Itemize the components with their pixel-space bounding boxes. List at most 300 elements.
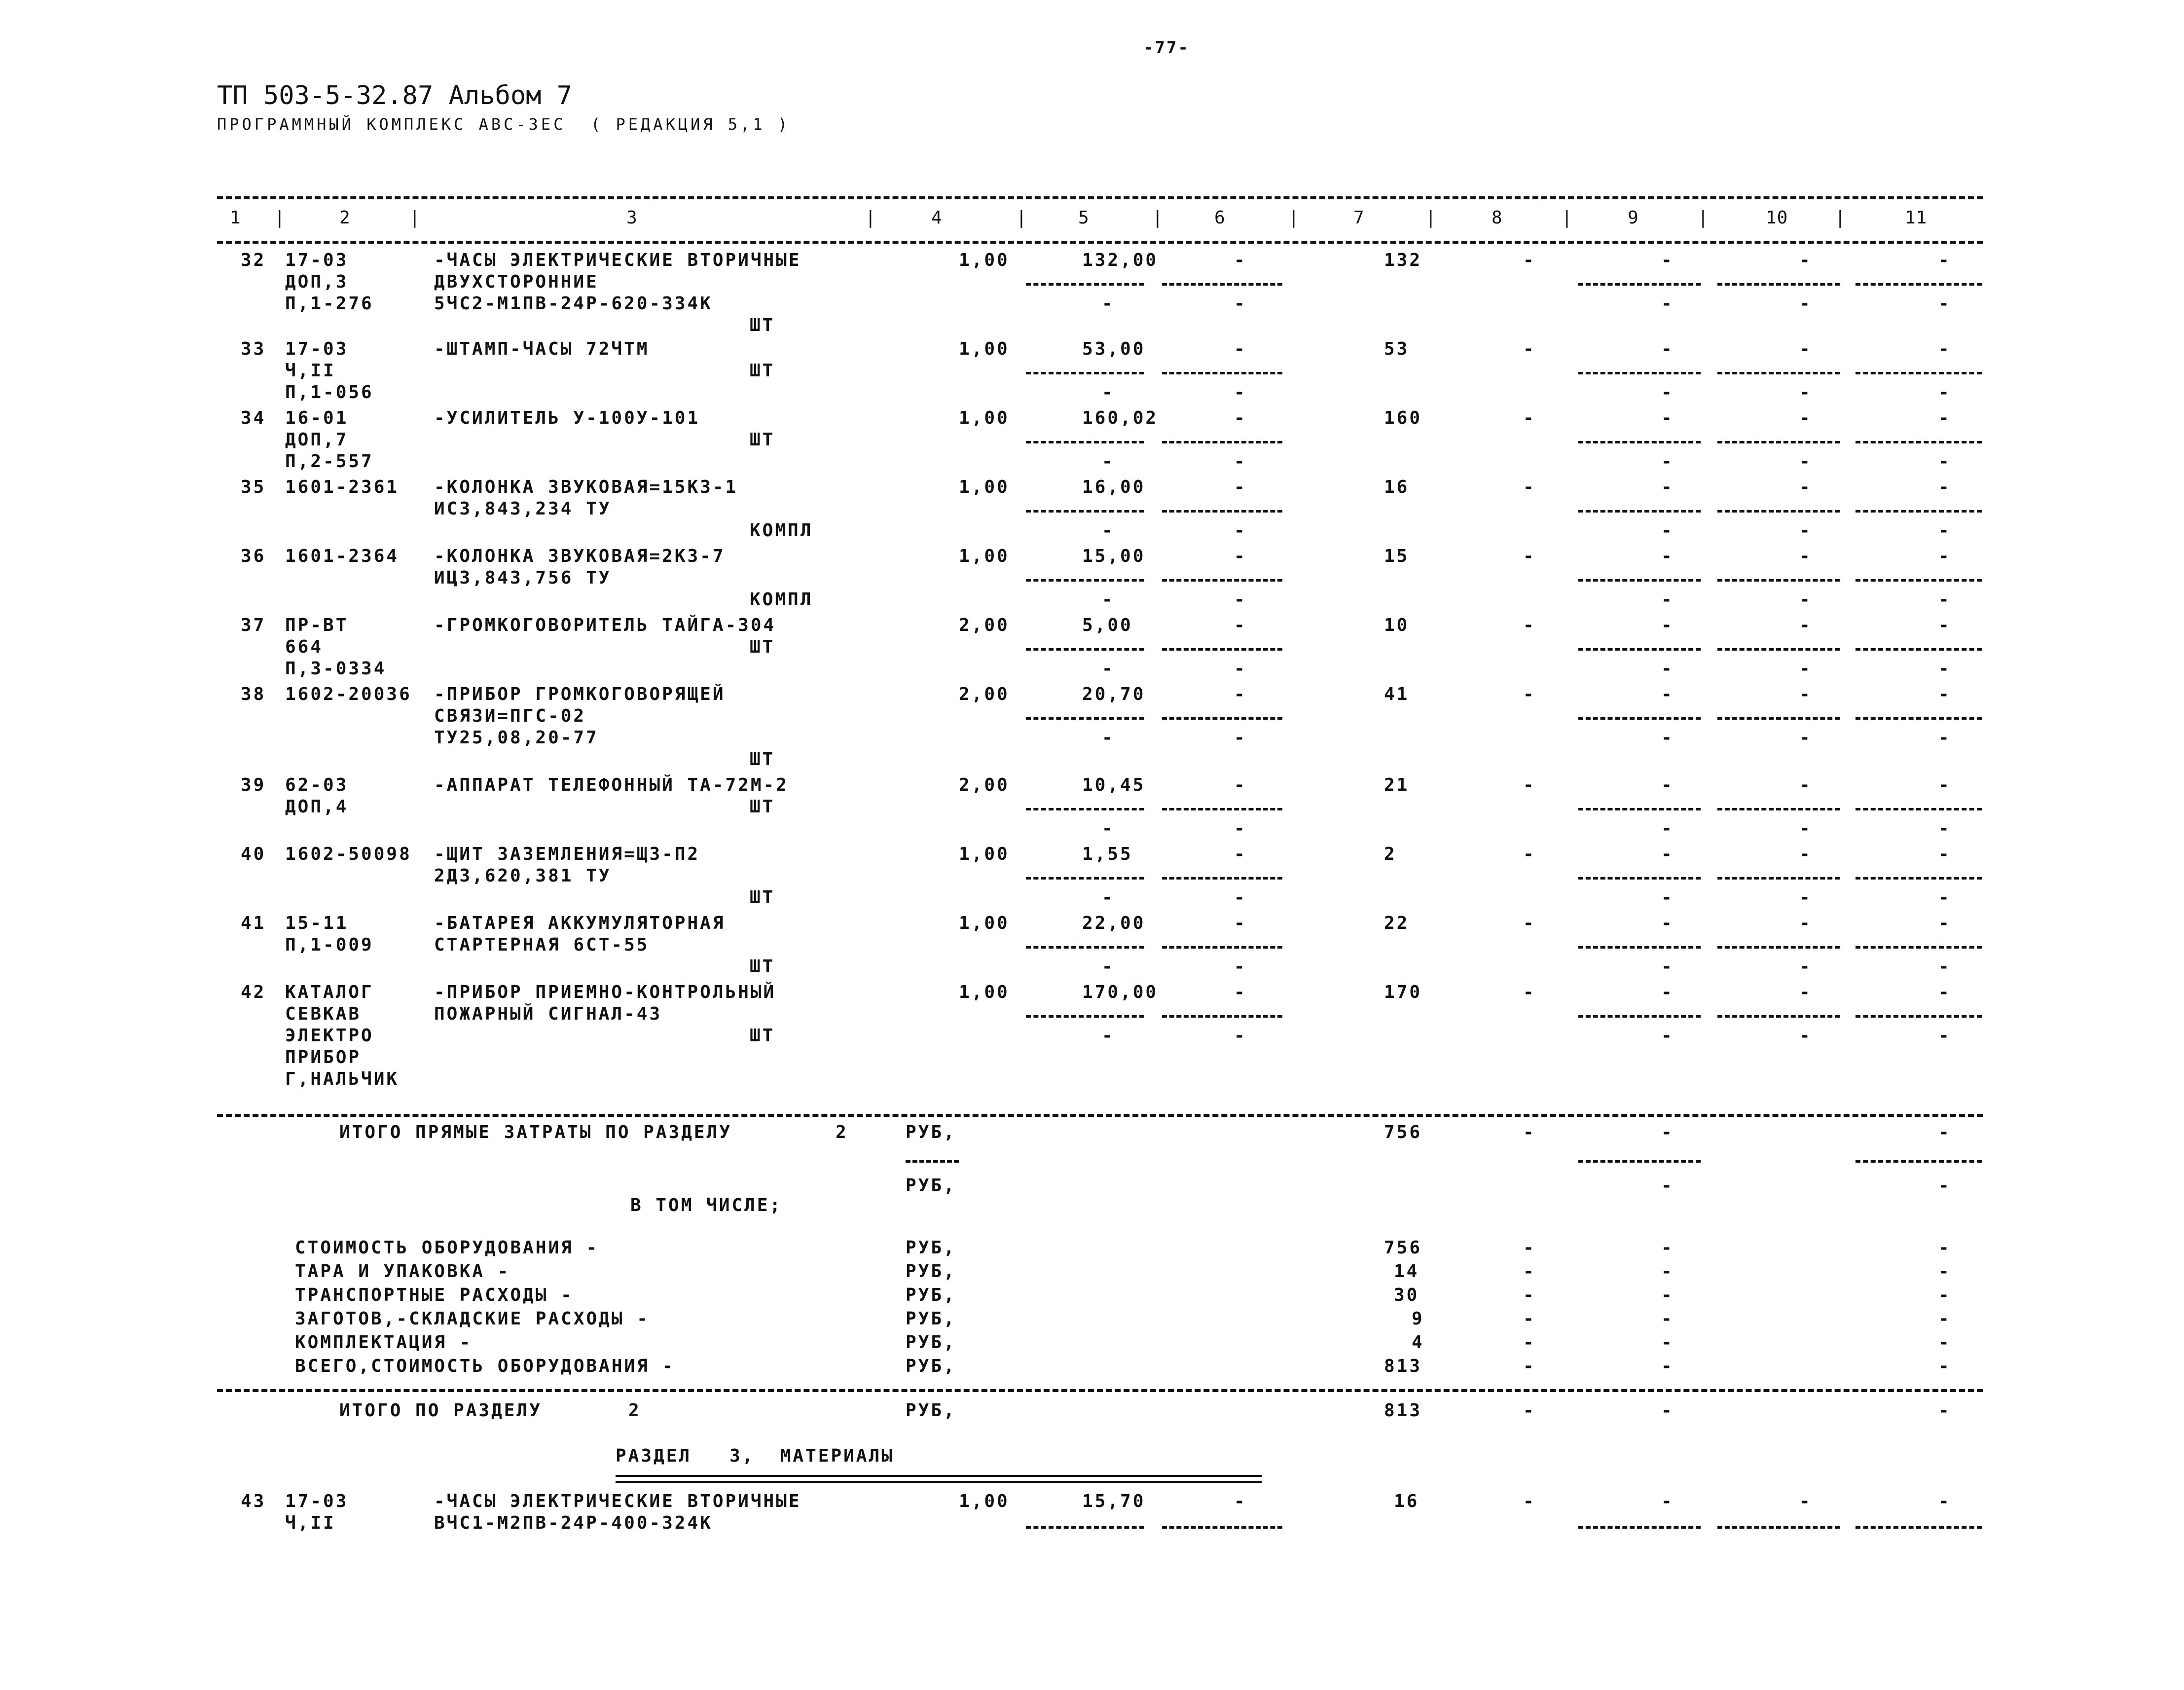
breakdown-c9: -	[1661, 1238, 1674, 1258]
totals-direct-value: 756	[1384, 1122, 1422, 1142]
row-c8: -	[1523, 615, 1536, 635]
row-qty: 1,00	[959, 982, 1010, 1002]
col-header-5: 5	[1078, 208, 1090, 228]
totals-rub-2: РУБ,	[906, 1176, 956, 1196]
row-sub-rule	[1856, 808, 1982, 810]
row-sub-rule	[1026, 717, 1144, 720]
row-c8: -	[1523, 844, 1536, 864]
row-name: ИСЗ,843,234 ТУ	[434, 499, 612, 519]
row-sub-rule	[1578, 808, 1701, 810]
row-sub-dash: -	[1234, 589, 1247, 610]
row-c10: -	[1799, 477, 1812, 497]
row-sub-dash: -	[1938, 1026, 1951, 1046]
row-sub-dash: -	[1234, 451, 1247, 472]
row-c8: -	[1523, 982, 1536, 1002]
col-header-10: 10	[1766, 208, 1788, 228]
row-price: 15,00	[1082, 546, 1146, 566]
breakdown-c8: -	[1523, 1356, 1536, 1376]
row-sub-rule	[1856, 1015, 1982, 1018]
breakdown-rub: РУБ,	[906, 1332, 956, 1353]
row-sub-dash: -	[1799, 520, 1812, 541]
row-sub-dash: -	[1234, 1026, 1247, 1046]
row-sub-dash: -	[1234, 382, 1247, 403]
col-header-4: 4	[931, 208, 943, 228]
row-sub-rule	[1162, 510, 1282, 513]
row-code: 62-03	[285, 775, 349, 795]
breakdown-c8: -	[1523, 1309, 1536, 1329]
row-sub-dash: -	[1661, 659, 1674, 679]
breakdown-value: 30	[1394, 1285, 1420, 1305]
col-header-6: 6	[1214, 208, 1226, 228]
totals-direct-c9: -	[1661, 1122, 1674, 1142]
row-sub-rule	[1162, 946, 1282, 949]
row-sub-rule	[1026, 510, 1144, 513]
totals-direct-rub: РУБ,	[906, 1122, 956, 1142]
row-c10: -	[1799, 844, 1812, 864]
row-sub-rule	[1026, 441, 1144, 443]
row-code: 17-03	[285, 250, 349, 270]
row-unit: ШТ	[750, 1026, 775, 1046]
row-c6: -	[1234, 844, 1247, 864]
row-sub-dash: -	[1102, 520, 1115, 541]
header-rule-top	[217, 196, 1983, 199]
section-total-c11: -	[1938, 1400, 1951, 1421]
row-sub-dash: -	[1102, 589, 1115, 610]
row-qty: 2,00	[959, 775, 1010, 795]
breakdown-rub: РУБ,	[906, 1285, 956, 1305]
row-sub-rule	[1717, 1015, 1840, 1018]
breakdown-c9: -	[1661, 1332, 1674, 1353]
row-sub-rule	[1162, 648, 1282, 651]
row-c7: 41	[1384, 684, 1410, 704]
row-c11: -	[1938, 684, 1951, 704]
row-c7: 160	[1384, 408, 1422, 428]
row-sub-rule	[1578, 717, 1701, 720]
section-total-c9: -	[1661, 1400, 1674, 1421]
row-unit: ШТ	[750, 361, 775, 381]
row-code: КАТАЛОГ	[285, 982, 374, 1002]
breakdown-rub: РУБ,	[906, 1238, 956, 1258]
row-code: 664	[285, 637, 324, 657]
row-number: 37	[241, 615, 266, 635]
row-sub-dash: -	[1661, 589, 1674, 610]
row-sub-dash: -	[1799, 956, 1812, 977]
row-code: 1601-2364	[285, 546, 400, 566]
row-number: 39	[241, 775, 266, 795]
row-name: -КОЛОНКА ЗВУКОВАЯ=15КЗ-1	[434, 477, 738, 497]
row-sub-dash: -	[1102, 887, 1115, 908]
document-title: ТП 503-5-32.87 Альбом 7	[217, 81, 573, 110]
row-sub-rule	[1578, 372, 1701, 374]
row-code: Ч,II	[285, 361, 336, 381]
row-c11: -	[1938, 844, 1951, 864]
row-price: 170,00	[1082, 982, 1159, 1002]
document-subtitle: ПРОГРАММНЫЙ КОМПЛЕКС АВС-3ЕС ( РЕДАКЦИЯ 5,1 )	[217, 115, 791, 134]
row-c10: -	[1799, 546, 1812, 566]
row-sub-dash: -	[1938, 451, 1951, 472]
row-sub-rule	[1026, 648, 1144, 651]
row-sub-rule	[1578, 510, 1701, 513]
row-code: ДОП,7	[285, 430, 349, 450]
row-code: П,1-056	[285, 382, 374, 403]
row-c11: -	[1938, 775, 1951, 795]
row-name: -ЩИТ ЗАЗЕМЛЕНИЯ=ЩЗ-П2	[434, 844, 700, 864]
row-code: ЭЛЕКТРО	[285, 1026, 374, 1046]
section3-title: РАЗДЕЛ 3, МАТЕРИАЛЫ	[616, 1446, 894, 1466]
row-sub-rule	[1162, 717, 1282, 720]
row-name: СТАРТЕРНАЯ 6СТ-55	[434, 935, 650, 955]
row-sub-dash: -	[1661, 1026, 1674, 1046]
row-c10: -	[1799, 339, 1812, 359]
row-price: 5,00	[1082, 615, 1133, 635]
row-name: ТУ25,08,20-77	[434, 728, 599, 748]
row-code: 1602-50098	[285, 844, 412, 864]
row-unit: ШТ	[750, 637, 775, 657]
col-header-2: 2	[339, 208, 351, 228]
col-separators: |	[274, 208, 286, 228]
row-name: -ПРИБОР ПРИЕМНО-КОНТРОЛЬНЫЙ	[434, 982, 776, 1002]
row-c10: -	[1799, 408, 1812, 428]
row-price: 20,70	[1082, 684, 1146, 704]
row-c6: -	[1234, 339, 1247, 359]
row-sub-dash: -	[1938, 520, 1951, 541]
breakdown-rub: РУБ,	[906, 1309, 956, 1329]
row-sub-rule	[1856, 946, 1982, 949]
row-c11: -	[1938, 546, 1951, 566]
row-qty: 1,00	[959, 546, 1010, 566]
row-code: 1602-20036	[285, 684, 412, 704]
row-sub-rule	[1162, 579, 1282, 582]
breakdown-c11: -	[1938, 1309, 1951, 1329]
row-sub-dash: -	[1234, 818, 1247, 839]
breakdown-value: 9	[1412, 1309, 1424, 1329]
col-header-11: 11	[1905, 208, 1928, 228]
row-sub-rule	[1026, 1015, 1144, 1018]
row-c9: -	[1661, 477, 1674, 497]
s3-row-c10: -	[1799, 1491, 1812, 1511]
s3-price-rule	[1026, 1526, 1144, 1529]
breakdown-c9: -	[1661, 1285, 1674, 1305]
row-name: -УСИЛИТЕЛЬ У-100У-101	[434, 408, 700, 428]
totals-c9-2: -	[1661, 1176, 1674, 1196]
totals-direct-section: 2	[836, 1122, 848, 1142]
row-sub-rule	[1026, 283, 1144, 286]
row-sub-rule	[1856, 441, 1982, 443]
row-sub-dash: -	[1661, 520, 1674, 541]
row-sub-rule	[1162, 808, 1282, 810]
row-sub-dash: -	[1234, 659, 1247, 679]
row-number: 41	[241, 913, 266, 933]
row-sub-rule	[1856, 510, 1982, 513]
header-rule-bottom	[217, 241, 1983, 244]
row-name: -ПРИБОР ГРОМКОГОВОРЯЩЕЙ	[434, 684, 726, 704]
row-sub-dash: -	[1234, 520, 1247, 541]
row-sub-rule	[1578, 283, 1701, 286]
row-sub-dash: -	[1102, 294, 1115, 314]
totals-direct-c8: -	[1523, 1122, 1536, 1142]
row-sub-dash: -	[1102, 728, 1115, 748]
row-unit: КОМПЛ	[750, 520, 813, 541]
col-header-8: 8	[1492, 208, 1503, 228]
col-separators: |	[409, 208, 421, 228]
breakdown-value: 813	[1384, 1356, 1422, 1376]
breakdown-value: 756	[1384, 1238, 1422, 1258]
row-c9: -	[1661, 844, 1674, 864]
row-c7: 16	[1384, 477, 1410, 497]
col-header-1: 1	[230, 208, 241, 228]
row-c9: -	[1661, 546, 1674, 566]
row-sub-rule	[1162, 877, 1282, 880]
breakdown-c9: -	[1661, 1261, 1674, 1282]
row-c8: -	[1523, 684, 1536, 704]
row-c6: -	[1234, 982, 1247, 1002]
row-code: Г,НАЛЬЧИК	[285, 1069, 400, 1089]
row-name: -АППАРАТ ТЕЛЕФОННЫЙ ТА-72М-2	[434, 775, 789, 795]
row-c8: -	[1523, 250, 1536, 270]
totals-direct-label: ИТОГО ПРЯМЫЕ ЗАТРАТЫ ПО РАЗДЕЛУ	[339, 1122, 732, 1142]
row-code: ДОП,4	[285, 797, 349, 817]
row-sub-dash: -	[1102, 1026, 1115, 1046]
s3-row-c8: -	[1523, 1491, 1536, 1511]
row-name: 2ДЗ,620,381 ТУ	[434, 866, 612, 886]
s3-row-code: Ч,II	[285, 1513, 336, 1533]
row-c9: -	[1661, 684, 1674, 704]
row-code: ПР-ВТ	[285, 615, 349, 635]
row-code: П,1-276	[285, 294, 374, 314]
row-name: -БАТАРЕЯ АККУМУЛЯТОРНАЯ	[434, 913, 726, 933]
row-sub-rule	[1026, 579, 1144, 582]
row-qty: 1,00	[959, 844, 1010, 864]
row-name: -ЧАСЫ ЭЛЕКТРИЧЕСКИЕ ВТОРИЧНЫЕ	[434, 250, 801, 270]
row-name: ДВУХСТОРОННИЕ	[434, 272, 599, 292]
row-sub-dash: -	[1102, 818, 1115, 839]
row-sub-rule	[1578, 579, 1701, 582]
row-sub-dash: -	[1938, 589, 1951, 610]
row-c9: -	[1661, 250, 1674, 270]
row-c7: 53	[1384, 339, 1410, 359]
breakdown-c11: -	[1938, 1238, 1951, 1258]
row-sub-rule	[1717, 372, 1840, 374]
row-c10: -	[1799, 982, 1812, 1002]
breakdown-value: 14	[1394, 1261, 1420, 1282]
totals-c11-rule	[1856, 1160, 1982, 1163]
row-c6: -	[1234, 250, 1247, 270]
row-c9: -	[1661, 775, 1674, 795]
breakdown-rub: РУБ,	[906, 1356, 956, 1376]
row-c7: 10	[1384, 615, 1410, 635]
col-separators: |	[1016, 208, 1027, 228]
totals-rub-rule	[906, 1160, 959, 1163]
row-unit: ШТ	[750, 749, 775, 770]
row-sub-rule	[1026, 946, 1144, 949]
breakdown-c11: -	[1938, 1332, 1951, 1353]
row-c10: -	[1799, 615, 1812, 635]
row-c8: -	[1523, 477, 1536, 497]
row-qty: 1,00	[959, 339, 1010, 359]
row-c6: -	[1234, 546, 1247, 566]
row-c6: -	[1234, 615, 1247, 635]
row-sub-dash: -	[1938, 659, 1951, 679]
row-sub-dash: -	[1102, 659, 1115, 679]
breakdown-label: ТАРА И УПАКОВКА -	[295, 1261, 510, 1282]
row-sub-rule	[1162, 372, 1282, 374]
row-c11: -	[1938, 982, 1951, 1002]
row-number: 36	[241, 546, 266, 566]
row-code: 16-01	[285, 408, 349, 428]
row-c7: 22	[1384, 913, 1410, 933]
col-separators: |	[1288, 208, 1300, 228]
row-name: 5ЧС2-М1ПВ-24Р-620-334К	[434, 294, 713, 314]
row-price: 16,00	[1082, 477, 1146, 497]
row-name: СВЯЗИ=ПГС-02	[434, 706, 586, 726]
row-number: 34	[241, 408, 266, 428]
page-number: -77-	[1143, 38, 1190, 58]
s3-row-qty: 1,00	[959, 1491, 1010, 1511]
row-c10: -	[1799, 913, 1812, 933]
row-c11: -	[1938, 339, 1951, 359]
row-name: ПОЖАРНЫЙ СИГНАЛ-43	[434, 1004, 662, 1024]
row-c6: -	[1234, 684, 1247, 704]
totals-rule-top	[217, 1114, 1983, 1117]
col-separators: |	[1152, 208, 1164, 228]
row-sub-dash: -	[1938, 728, 1951, 748]
row-sub-dash: -	[1661, 451, 1674, 472]
row-sub-rule	[1856, 648, 1982, 651]
section-total-value: 813	[1384, 1400, 1422, 1421]
row-sub-rule	[1717, 808, 1840, 810]
row-sub-rule	[1026, 808, 1144, 810]
row-c10: -	[1799, 684, 1812, 704]
row-sub-dash: -	[1102, 451, 1115, 472]
row-c10: -	[1799, 250, 1812, 270]
row-code: П,2-557	[285, 451, 374, 472]
section-total-c8: -	[1523, 1400, 1536, 1421]
row-c8: -	[1523, 775, 1536, 795]
breakdown-c8: -	[1523, 1261, 1536, 1282]
row-sub-dash: -	[1661, 887, 1674, 908]
row-sub-dash: -	[1799, 659, 1812, 679]
row-qty: 1,00	[959, 408, 1010, 428]
row-sub-dash: -	[1799, 294, 1812, 314]
row-sub-dash: -	[1234, 294, 1247, 314]
s3-row-c6: -	[1234, 1491, 1247, 1511]
row-c6: -	[1234, 477, 1247, 497]
row-sub-rule	[1717, 717, 1840, 720]
row-sub-rule	[1578, 946, 1701, 949]
row-sub-dash: -	[1234, 956, 1247, 977]
row-sub-rule	[1578, 877, 1701, 880]
row-number: 40	[241, 844, 266, 864]
row-price: 22,00	[1082, 913, 1146, 933]
row-number: 33	[241, 339, 266, 359]
row-sub-rule	[1026, 877, 1144, 880]
row-c10: -	[1799, 775, 1812, 795]
s3-c9-rule	[1578, 1526, 1701, 1529]
row-price: 1,55	[1082, 844, 1133, 864]
row-c7: 2	[1384, 844, 1397, 864]
row-sub-rule	[1578, 441, 1701, 443]
s3-c11-rule	[1856, 1526, 1982, 1529]
row-c11: -	[1938, 913, 1951, 933]
row-code: 1601-2361	[285, 477, 400, 497]
row-sub-rule	[1717, 579, 1840, 582]
row-c7: 15	[1384, 546, 1410, 566]
row-sub-rule	[1717, 283, 1840, 286]
row-sub-dash: -	[1102, 382, 1115, 403]
breakdown-c8: -	[1523, 1238, 1536, 1258]
row-qty: 2,00	[959, 684, 1010, 704]
breakdown-c8: -	[1523, 1285, 1536, 1305]
row-c8: -	[1523, 339, 1536, 359]
row-sub-dash: -	[1661, 818, 1674, 839]
breakdown-rub: РУБ,	[906, 1261, 956, 1282]
row-sub-dash: -	[1938, 887, 1951, 908]
totals-c9-rule	[1578, 1160, 1701, 1163]
row-sub-rule	[1856, 283, 1982, 286]
row-code: 17-03	[285, 339, 349, 359]
row-price: 160,02	[1082, 408, 1159, 428]
row-sub-dash: -	[1799, 1026, 1812, 1046]
row-unit: ШТ	[750, 887, 775, 908]
row-sub-dash: -	[1234, 887, 1247, 908]
breakdown-label: СТОИМОСТЬ ОБОРУДОВАНИЯ -	[295, 1238, 599, 1258]
row-sub-rule	[1717, 946, 1840, 949]
row-qty: 1,00	[959, 913, 1010, 933]
row-c7: 170	[1384, 982, 1422, 1002]
breakdown-c8: -	[1523, 1332, 1536, 1353]
row-sub-dash: -	[1234, 728, 1247, 748]
row-sub-rule	[1578, 648, 1701, 651]
row-c8: -	[1523, 408, 1536, 428]
row-sub-rule	[1717, 441, 1840, 443]
row-sub-rule	[1856, 372, 1982, 374]
s3-row-name: -ЧАСЫ ЭЛЕКТРИЧЕСКИЕ ВТОРИЧНЫЕ	[434, 1491, 801, 1511]
row-qty: 1,00	[959, 250, 1010, 270]
col-separators: |	[1698, 208, 1709, 228]
col-separators: |	[1425, 208, 1437, 228]
row-number: 35	[241, 477, 266, 497]
s3-row-code: 17-03	[285, 1491, 349, 1511]
row-sub-rule	[1162, 441, 1282, 443]
s3-row-name: ВЧС1-М2ПВ-24Р-400-324К	[434, 1513, 713, 1533]
totals-including: В ТОМ ЧИСЛЕ;	[630, 1195, 783, 1215]
row-c7: 132	[1384, 250, 1422, 270]
row-unit: КОМПЛ	[750, 589, 813, 610]
row-sub-rule	[1856, 717, 1982, 720]
row-sub-dash: -	[1102, 956, 1115, 977]
section3-underline	[616, 1475, 1262, 1477]
section3-underline	[616, 1481, 1262, 1483]
row-sub-dash: -	[1938, 382, 1951, 403]
s3-row-number: 43	[241, 1491, 266, 1511]
row-code: П,3-0334	[285, 659, 387, 679]
col-separators: |	[865, 208, 876, 228]
row-c9: -	[1661, 982, 1674, 1002]
s3-c6-rule	[1162, 1526, 1282, 1529]
row-c9: -	[1661, 408, 1674, 428]
row-name: ИЦЗ,843,756 ТУ	[434, 568, 612, 588]
row-unit: ШТ	[750, 797, 775, 817]
row-c11: -	[1938, 250, 1951, 270]
row-name: -КОЛОНКА ЗВУКОВАЯ=2КЗ-7	[434, 546, 726, 566]
row-c8: -	[1523, 913, 1536, 933]
row-sub-dash: -	[1661, 294, 1674, 314]
col-header-3: 3	[626, 208, 638, 228]
row-c11: -	[1938, 408, 1951, 428]
section-total-rub: РУБ,	[906, 1400, 956, 1421]
row-sub-dash: -	[1799, 818, 1812, 839]
s3-c10-rule	[1717, 1526, 1840, 1529]
